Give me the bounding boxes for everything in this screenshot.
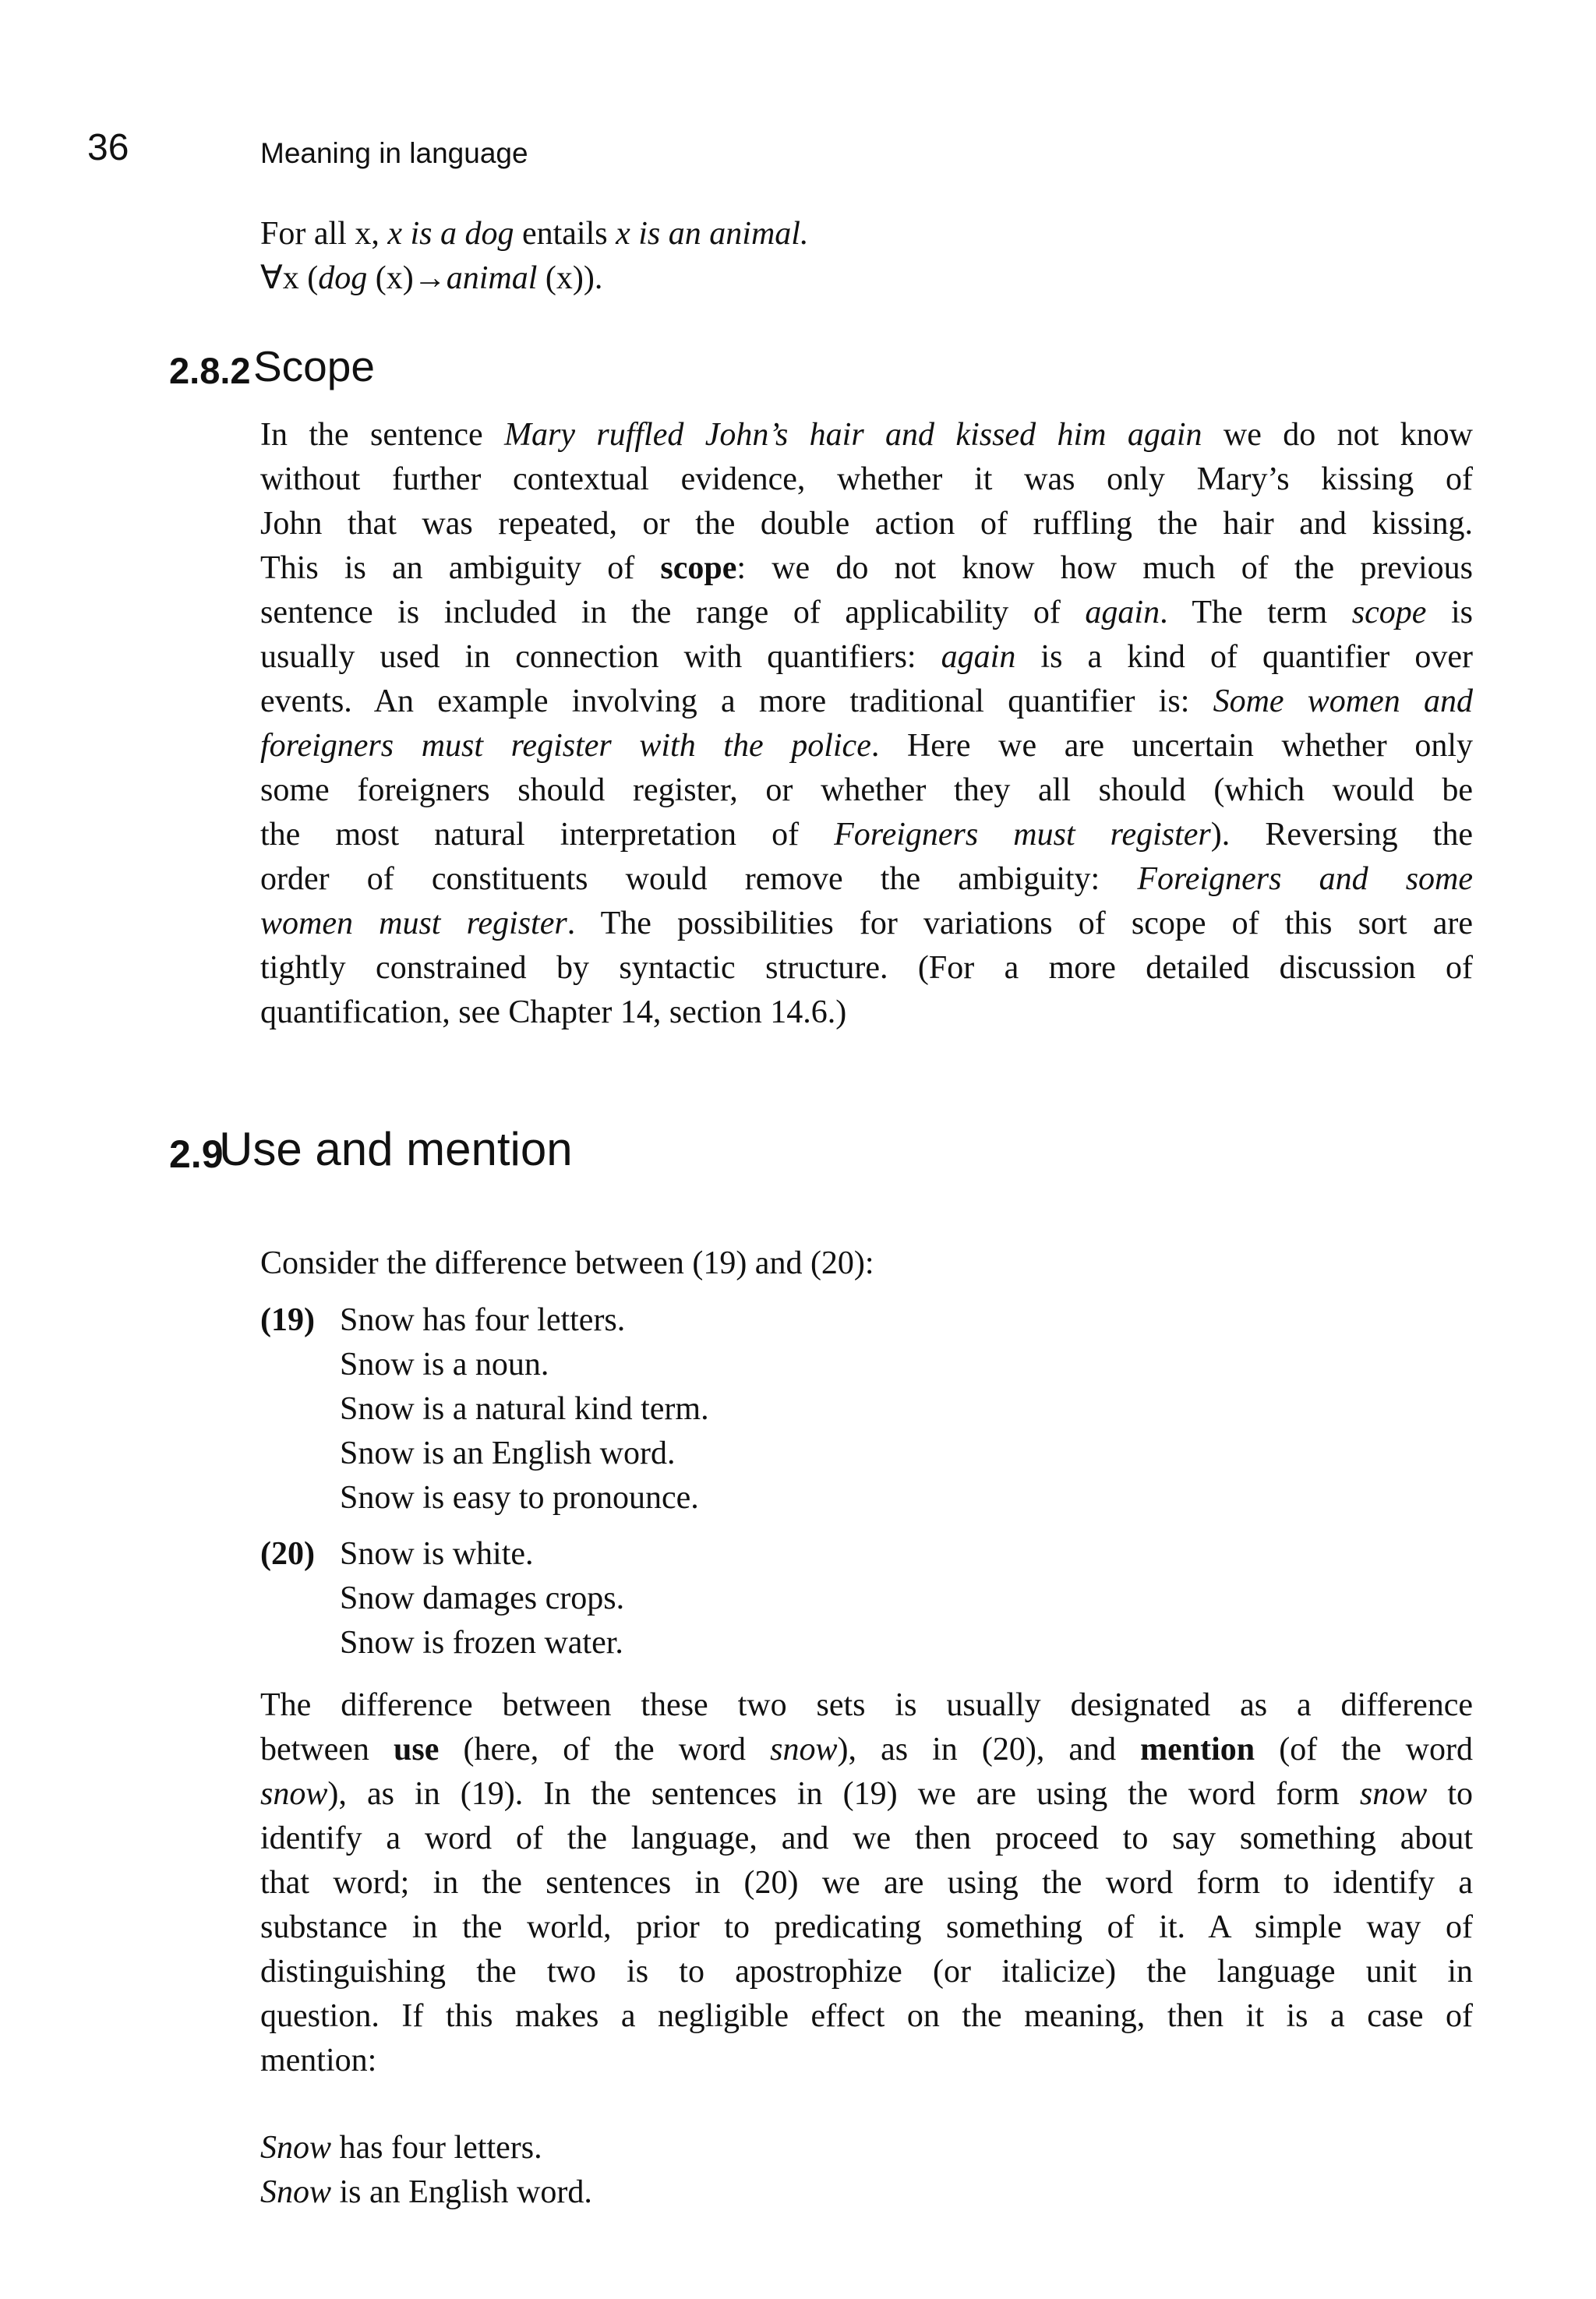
text-line: In the sentence Mary ruffled John’s hair and kissed him again we do not know [260, 417, 1473, 453]
text-line: without further contextual evidence, whether it was only Mary’s kissing of [260, 461, 1473, 497]
text-line: sentence is included in the range of applicability of again. The term scope is [260, 595, 1473, 630]
entailment-formula [260, 212, 1473, 301]
text-line: question. If this makes a negligible effect on the meaning, then it is a case of [260, 1998, 1473, 2034]
example-line: Snow is a noun. [340, 1347, 549, 1383]
example-line: Snow damages crops. [340, 1580, 625, 1616]
page-number: 36 [87, 127, 129, 168]
running-title: Meaning in language [260, 137, 528, 169]
text-line: between use (here, of the word snow), as in (20), and mention (of the word [260, 1732, 1473, 1768]
example-line: Snow has four letters. [260, 2130, 542, 2166]
example-line: Snow is easy to pronounce. [340, 1480, 699, 1516]
text-line: that word; in the sentences in (20) we are using the word form to identify a [260, 1865, 1473, 1901]
text-line: This is an ambiguity of scope: we do not know how much of the previous [260, 550, 1473, 586]
text-line: quantification, see Chapter 14, section 14.6.) [260, 994, 847, 1030]
text-line: the most natural interpretation of Foreigners must register). Reversing the [260, 817, 1473, 853]
text-line: women must register. The possibilities for variations of scope of this sort are [260, 906, 1473, 941]
formula-line-1: For all x, x is a dog entails x is an animal. [260, 216, 809, 252]
text-line: usually used in connection with quantifiers: again is a kind of quantifier over [260, 639, 1473, 675]
text-line: John that was repeated, or the double action of ruffling the hair and kissing. [260, 506, 1473, 542]
text-line: some foreigners should register, or whether they all should (which would be [260, 772, 1473, 808]
scope-paragraph [260, 413, 1473, 1035]
text-line: events. An example involving a more traditional quantifier is: Some women and [260, 683, 1473, 719]
text-line: substance in the world, prior to predicating something of it. A simple way of [260, 1909, 1473, 1945]
example-number: (19) [260, 1302, 315, 1338]
example-line: Snow is an English word. [260, 2174, 592, 2210]
term-scope: scope [660, 550, 737, 586]
text-line: mention: [260, 2043, 377, 2078]
formula-line-2: ∀x (dog (x)→animal (x)). [260, 260, 603, 296]
example-line: Snow has four letters. [340, 1302, 626, 1338]
section-number: 2.8.2 [169, 350, 251, 391]
example-line: Snow is white. [340, 1536, 534, 1572]
mention-examples [260, 2126, 1473, 2215]
section-title: Scope [253, 342, 375, 390]
term-mention: mention [1140, 1732, 1255, 1768]
section-title: Use and mention [219, 1123, 573, 1175]
example-number: (20) [260, 1536, 315, 1572]
example-line: Snow is a natural kind term. [340, 1391, 709, 1427]
text-line: The difference between these two sets is usually designated as a difference [260, 1687, 1473, 1723]
text-line: Consider the difference between (19) and (20): [260, 1245, 874, 1281]
text-line: distinguishing the two is to apostrophize (or italicize) the language unit in [260, 1954, 1473, 1990]
text-line: identify a word of the language, and we then proceed to say something about [260, 1820, 1473, 1856]
text-line: snow), as in (19). In the sentences in (19) we are using the word form snow to [260, 1776, 1473, 1812]
text-line: foreigners must register with the police. Here we are uncertain whether only [260, 728, 1473, 764]
example-line: Snow is frozen water. [340, 1625, 623, 1661]
term-use: use [394, 1732, 440, 1768]
example-line: Snow is an English word. [340, 1436, 676, 1471]
use-mention-paragraph [260, 1683, 1473, 2083]
section-number: 2.9 [169, 1132, 224, 1176]
consider-line [260, 1241, 1473, 1286]
text-line: order of constituents would remove the ambiguity: Foreigners and some [260, 861, 1474, 897]
text-line: tightly constrained by syntactic structure. (For a more detailed discussion of [260, 950, 1473, 986]
